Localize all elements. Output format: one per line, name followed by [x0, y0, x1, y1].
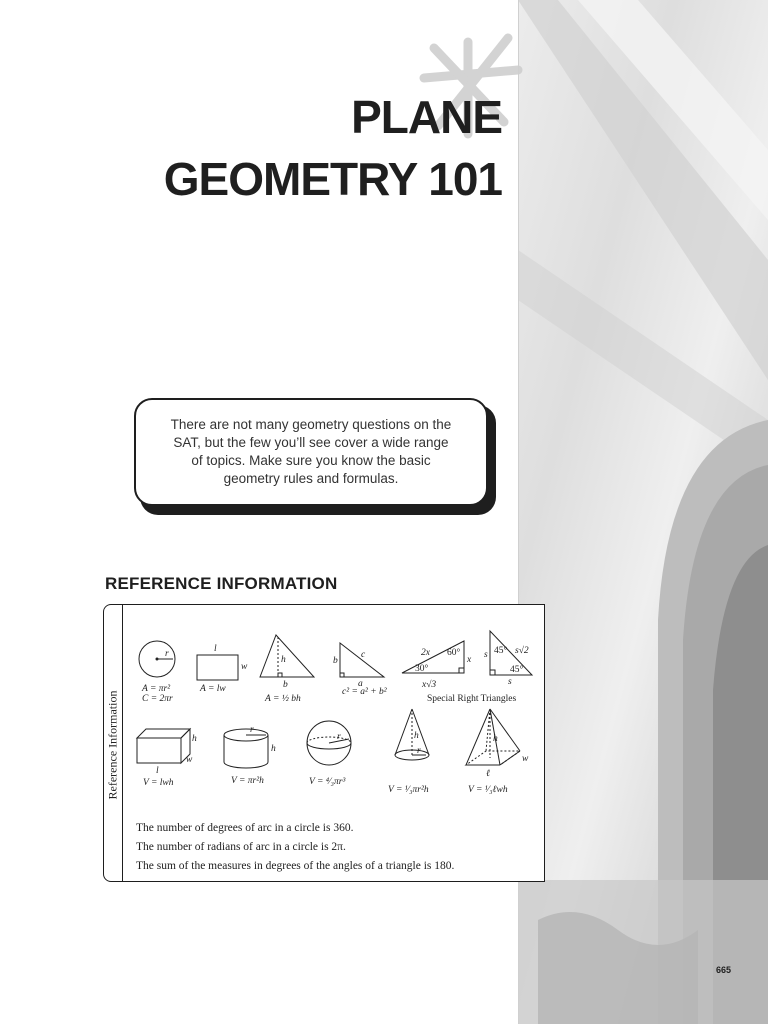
tri-area-formula: A = ½ bh	[265, 694, 301, 704]
cone-diagram	[395, 709, 429, 755]
page-title	[164, 86, 502, 210]
box-volume-formula: V = lwh	[143, 778, 174, 788]
cyl-r-label: r	[250, 725, 254, 735]
pyramid-diagram	[466, 751, 520, 765]
architecture-image	[518, 0, 768, 1024]
t30-xr3-label: x√3	[422, 680, 437, 690]
pyth-c-label: c	[361, 650, 366, 660]
pyramid-h-label: h	[493, 734, 498, 744]
circle-r-label: r	[165, 649, 169, 659]
circle-area-formula: A = πr²	[142, 684, 171, 694]
cyl-h-label: h	[271, 744, 276, 754]
callout-text: There are not many geometry questions on the SAT, but the few you’ll see cover a wide range of topics. Make sure you know the basic geometry rules and formulas.	[170, 417, 452, 486]
tri-b-label: b	[283, 680, 288, 690]
rectangle-diagram	[197, 655, 238, 680]
sphere-r-label: r	[337, 732, 341, 742]
sphere-volume-formula: V = ⁴⁄₃πr³	[309, 777, 346, 787]
special-triangles-label: Special Right Triangles	[427, 694, 517, 704]
background-photo	[518, 0, 768, 1024]
right-triangle-diagram	[340, 643, 384, 677]
cylinder-volume-formula: V = πr²h	[231, 776, 264, 786]
title-line-1: PLANE	[351, 91, 502, 143]
t45-45a-label: 45°	[494, 646, 508, 656]
pyth-b-label: b	[333, 656, 338, 666]
intro-callout	[134, 398, 488, 506]
pyramid-volume-formula: V = ¹⁄₃ℓwh	[468, 785, 508, 795]
circle-circumference-formula: C = 2πr	[142, 694, 173, 704]
box-h-label: h	[192, 734, 197, 744]
section-heading: REFERENCE INFORMATION	[105, 574, 338, 593]
title-line-2: GEOMETRY 101	[163, 153, 502, 205]
page-number: 665	[716, 965, 732, 975]
reference-box	[103, 604, 545, 882]
box-diagram	[137, 738, 181, 763]
reference-facts	[136, 819, 454, 876]
fact-degrees: The number of degrees of arc in a circle is 360.	[136, 822, 354, 834]
pyramid-w-label: w	[522, 754, 529, 764]
rect-l-label: l	[214, 644, 217, 654]
cone-r-label: r	[417, 746, 421, 756]
t30-2x-label: 2x	[421, 648, 430, 658]
t45-s-label: s	[484, 650, 488, 660]
rect-w-label: w	[241, 662, 248, 672]
triangle-diagram	[260, 635, 314, 677]
cone-volume-formula: V = ¹⁄₃πr²h	[388, 785, 429, 795]
fact-triangle-sum: The sum of the measures in degrees of the angles of a triangle is 180.	[136, 860, 455, 872]
fact-radians: The number of radians of arc in a circle is 2π.	[136, 841, 346, 853]
t45-s2-label: s	[508, 677, 512, 687]
t30-30-label: 30°	[415, 664, 429, 674]
pyth-a-label: a	[358, 679, 363, 689]
rect-area-formula: A = lw	[200, 684, 226, 694]
t45-sr2-label: s√2	[515, 646, 529, 656]
t30-x-label: x	[467, 655, 472, 665]
box-l-label: l	[156, 766, 159, 776]
cone-h-label: h	[414, 731, 419, 741]
pyth-formula: c² = a² + b²	[342, 687, 387, 697]
box-w-label: w	[186, 755, 193, 765]
reference-tab-label: Reference Information	[105, 690, 120, 800]
t45-45b-label: 45°	[510, 665, 524, 675]
t30-60-label: 60°	[447, 648, 461, 658]
pyramid-l-label: ℓ	[486, 769, 490, 779]
tri-h-label: h	[281, 655, 286, 665]
